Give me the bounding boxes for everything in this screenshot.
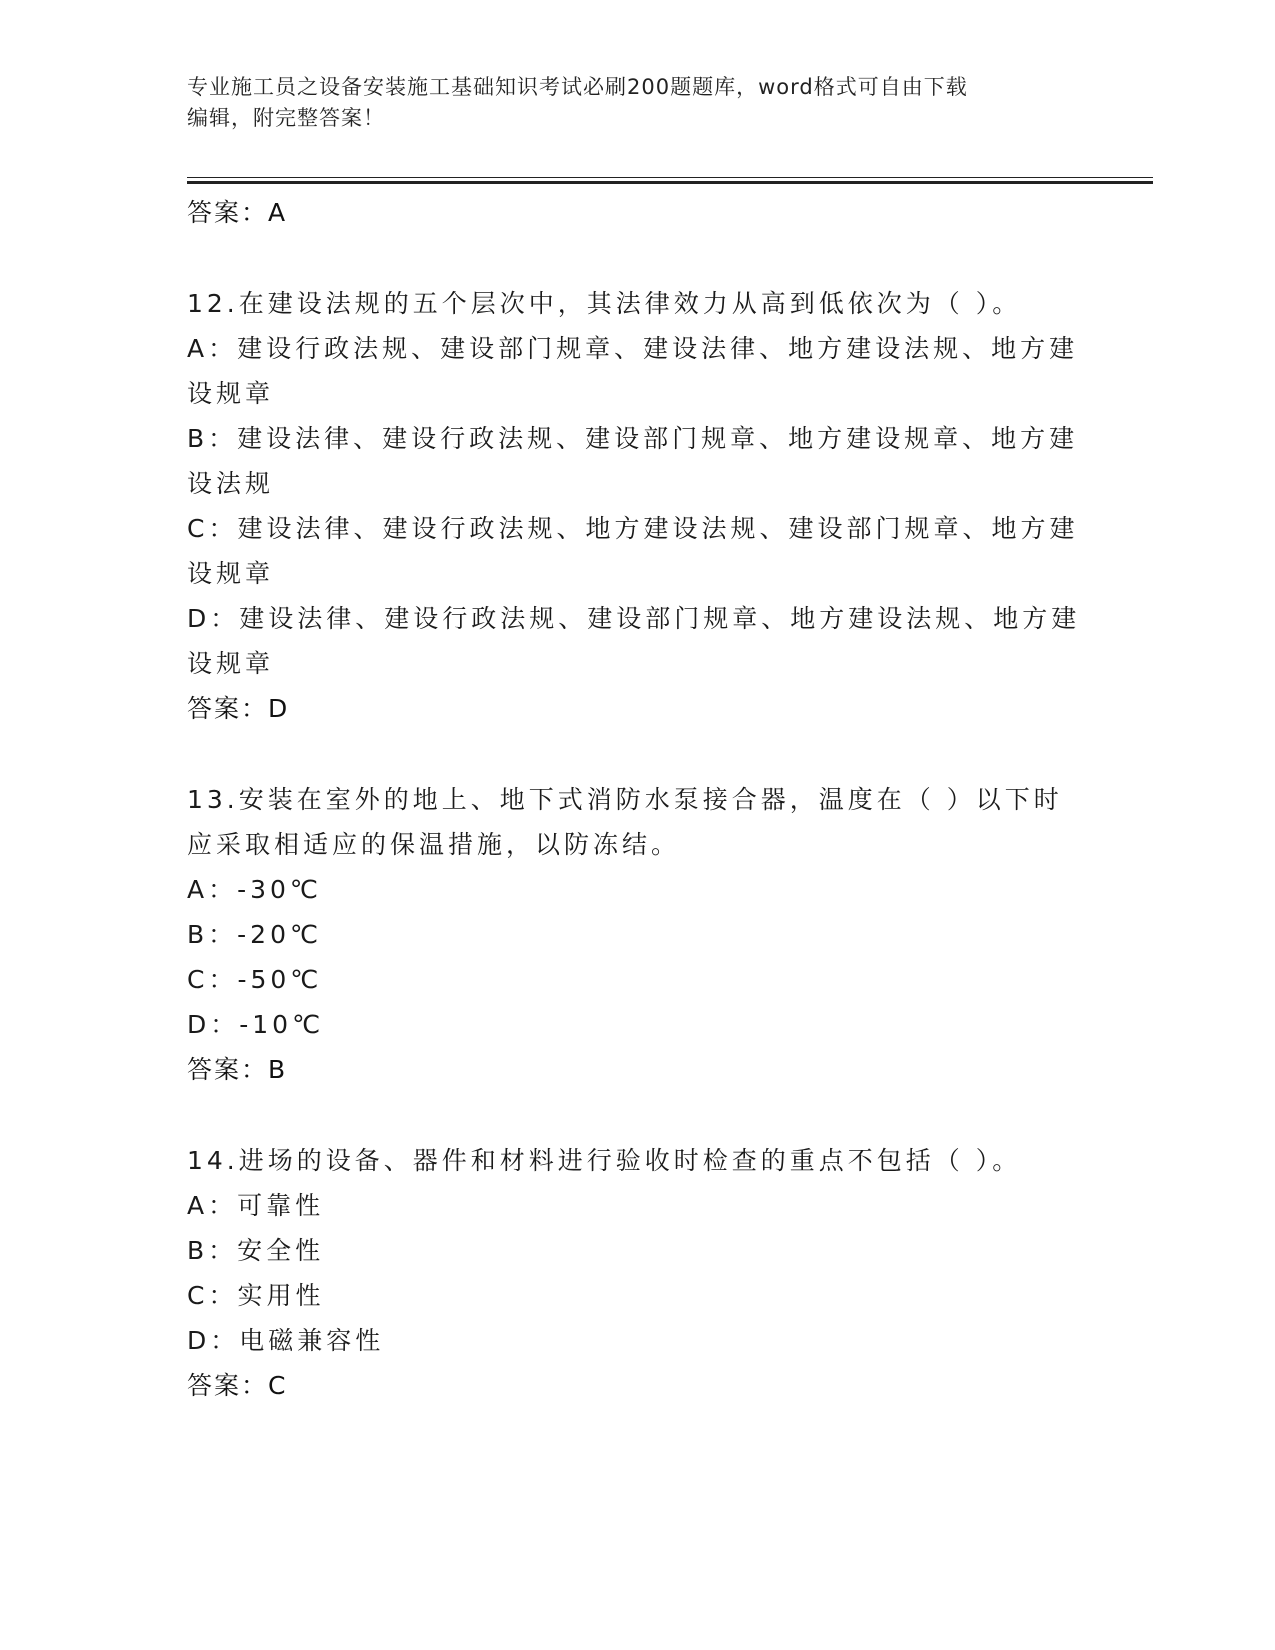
question-block [187, 1138, 1087, 1408]
option-a: A：可靠性 [187, 1191, 325, 1220]
spacer [187, 235, 1087, 281]
spacer [187, 1092, 1087, 1138]
option-b: B：建设法律、建设行政法规、建设部门规章、地方建设规章、地方建 [187, 424, 1079, 453]
option-b: B：安全性 [187, 1236, 325, 1265]
option-c: C：建设法律、建设行政法规、地方建设法规、建设部门规章、地方建 [187, 514, 1079, 543]
header-title-line-2: 编辑，附完整答案！ [187, 106, 385, 130]
spacer [187, 731, 1087, 777]
option-a: A：建设行政法规、建设部门规章、建设法律、地方建设法规、地方建 [187, 334, 1079, 363]
previous-answer: 答案：A [187, 198, 288, 227]
header-divider-thin [187, 177, 1153, 178]
question-stem-continued: 应采取相适应的保温措施，以防冻结。 [187, 830, 681, 859]
question-stem: 14.进场的设备、器件和材料进行验收时检查的重点不包括（ ）。 [187, 1146, 1022, 1175]
option-b-continued: 设法规 [187, 469, 275, 498]
option-a-continued: 设规章 [187, 379, 275, 408]
option-c: C：实用性 [187, 1281, 325, 1310]
option-b: B：-20℃ [187, 920, 323, 949]
question-block [187, 777, 1087, 1092]
option-d: D：-10℃ [187, 1010, 325, 1039]
option-c-continued: 设规章 [187, 559, 275, 588]
option-a: A：-30℃ [187, 875, 323, 904]
header-title-line-1: 专业施工员之设备安装施工基础知识考试必刷200题题库，word格式可自由下载 [187, 75, 968, 99]
document-header [187, 72, 1067, 134]
option-d-continued: 设规章 [187, 649, 275, 678]
question-answer: 答案：D [187, 694, 290, 723]
question-answer: 答案：C [187, 1371, 288, 1400]
question-stem: 12.在建设法规的五个层次中，其法律效力从高到低依次为（ ）。 [187, 289, 1022, 318]
question-answer: 答案：B [187, 1055, 288, 1084]
header-divider-thick [187, 181, 1153, 184]
option-d: D：建设法律、建设行政法规、建设部门规章、地方建设法规、地方建 [187, 604, 1081, 633]
option-c: C：-50℃ [187, 965, 323, 994]
question-stem: 13.安装在室外的地上、地下式消防水泵接合器，温度在（ ）以下时 [187, 785, 1063, 814]
question-block [187, 281, 1087, 731]
question-list [187, 190, 1087, 1408]
option-d: D：电磁兼容性 [187, 1326, 385, 1355]
